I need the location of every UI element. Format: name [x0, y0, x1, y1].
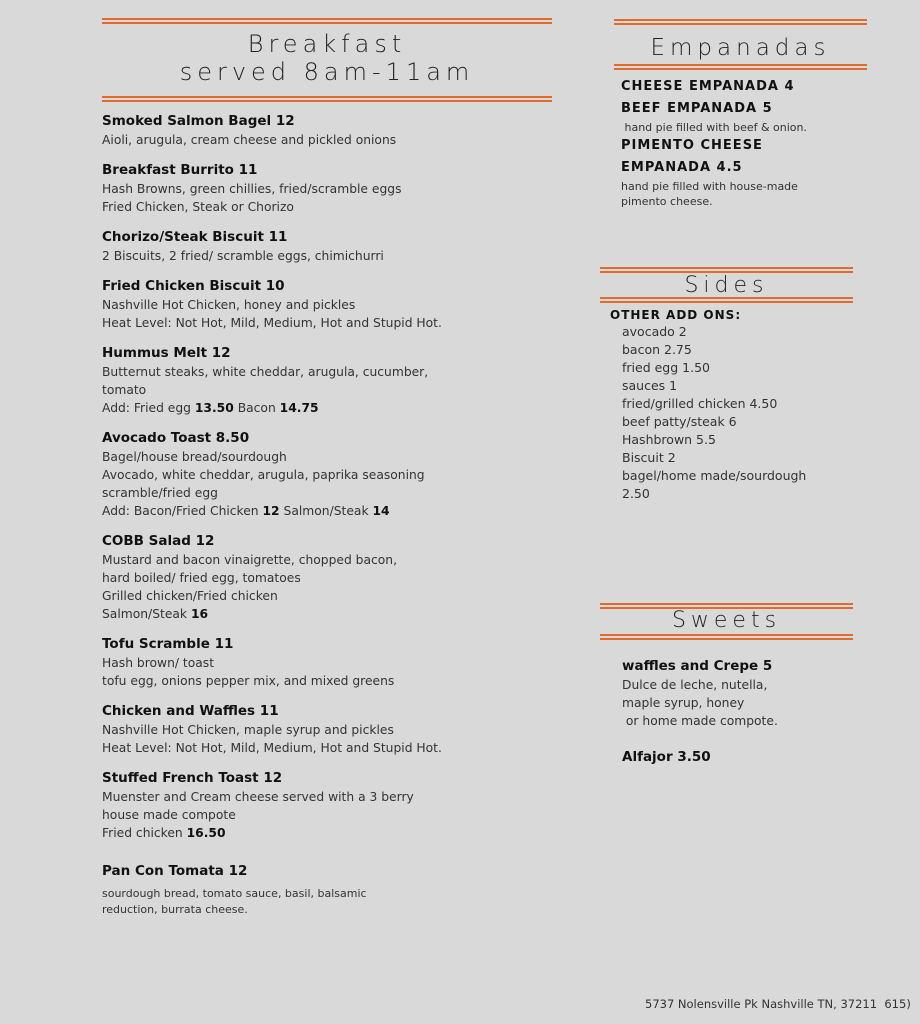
menu-item-name: Hummus Melt 12 — [102, 345, 231, 361]
menu-item — [102, 862, 562, 918]
menu-item-description — [102, 806, 562, 824]
menu-item-description — [102, 484, 562, 502]
side-item: bagel/home made/sourdough — [622, 468, 807, 483]
breakfast-top-rule — [102, 18, 552, 24]
menu-item-description — [102, 605, 562, 623]
description-text: Nashville Hot Chicken, maple syrup and pickles — [102, 723, 394, 737]
breakfast-title-line1: Breakfast — [247, 30, 407, 58]
sweet-item-name: waffles and Crepe 5 — [622, 658, 773, 674]
description-text: Fried Chicken, Steak or Chorizo — [102, 200, 294, 214]
menu-item-description — [102, 569, 562, 587]
menu-item-description — [102, 824, 562, 842]
price: 14.75 — [279, 401, 319, 415]
menu-item-description — [102, 587, 562, 605]
description-text: Fried chicken — [102, 826, 187, 840]
menu-item-description — [102, 180, 562, 198]
menu-item — [102, 161, 562, 216]
menu-item-description — [102, 131, 562, 149]
price: 12 — [262, 504, 280, 518]
description-text: Salmon/Steak — [102, 607, 191, 621]
empanada-description: hand pie filled with beef & onion. — [621, 121, 808, 134]
description-text: Aioli, arugula, cream cheese and pickled onions — [102, 133, 397, 147]
side-item: fried egg 1.50 — [622, 360, 710, 375]
menu-item-name: Tofu Scramble 11 — [102, 636, 234, 652]
description-text: scramble/fried egg — [102, 486, 218, 500]
menu-item-name: Stuffed French Toast 12 — [102, 770, 283, 786]
price: 14 — [372, 504, 390, 518]
description-text: sourdough bread, tomato sauce, basil, balsamic — [102, 887, 367, 900]
menu-item — [102, 635, 562, 690]
description-text: Add: Fried egg — [102, 401, 195, 415]
description-text: house made compote — [102, 808, 236, 822]
side-item: bacon 2.75 — [622, 342, 692, 357]
side-item: beef patty/steak 6 — [622, 414, 737, 429]
sides-title: Sides — [684, 273, 769, 298]
side-item: sauces 1 — [622, 378, 678, 393]
menu-item-description — [102, 381, 562, 399]
description-text: tofu egg, onions pepper mix, and mixed greens — [102, 674, 395, 688]
menu-item-description — [102, 902, 562, 918]
menu-item — [102, 769, 562, 842]
empanada-name: CHEESE EMPANADA 4 — [621, 79, 795, 94]
sides-items — [610, 323, 850, 503]
menu-item — [102, 112, 562, 149]
menu-item-description — [102, 739, 562, 757]
description-text: Grilled chicken/Fried chicken — [102, 589, 278, 603]
menu-item-description — [102, 247, 562, 265]
description-text: Avocado, white cheddar, arugula, paprika seasoning — [102, 468, 425, 482]
empanadas-bottom-rule — [614, 64, 867, 70]
menu-item — [102, 344, 562, 417]
sweets-list — [622, 657, 852, 785]
menu-item-name: Chorizo/Steak Biscuit 11 — [102, 229, 288, 245]
menu-item-description — [102, 502, 562, 520]
menu-item-description — [102, 721, 562, 739]
description-text: Hash brown/ toast — [102, 656, 215, 670]
address-footer: 5737 Nolensville Pk Nashville TN, 37211 615) — [645, 997, 911, 1011]
menu-item — [102, 277, 562, 332]
sweet-item-name: Alfajor 3.50 — [622, 749, 711, 765]
description-text: reduction, burrata cheese. — [102, 903, 248, 916]
menu-item-description — [102, 788, 562, 806]
sweets-title: Sweets — [671, 608, 782, 633]
menu-item — [102, 702, 562, 757]
side-item: Biscuit 2 — [622, 450, 676, 465]
side-item: 2.50 — [622, 486, 650, 501]
description-text: Bacon — [233, 401, 280, 415]
side-item: avocado 2 — [622, 324, 687, 339]
menu-item — [102, 228, 562, 265]
description-text: 2 Biscuits, 2 fried/ scramble eggs, chimichurri — [102, 249, 384, 263]
description-text: Nashville Hot Chicken, honey and pickles — [102, 298, 356, 312]
description-text: Butternut steaks, white cheddar, arugula, cucumber, — [102, 365, 429, 379]
empanada-description: hand pie filled with house-made — [621, 180, 798, 193]
sides-bottom-rule — [600, 297, 853, 303]
menu-item-description — [102, 198, 562, 216]
menu-item — [102, 429, 562, 520]
side-item: Hashbrown 5.5 — [622, 432, 716, 447]
menu-item-name: Smoked Salmon Bagel 12 — [102, 113, 295, 129]
menu-item-name: Pan Con Tomata 12 — [102, 863, 248, 879]
menu-item-name: Fried Chicken Biscuit 10 — [102, 278, 285, 294]
breakfast-title — [102, 30, 552, 86]
sweet-item-description: or home made compote. — [622, 714, 778, 728]
menu-item-description — [102, 399, 562, 417]
menu-item-description — [102, 654, 562, 672]
empanada-name: PIMENTO CHEESE — [621, 138, 763, 153]
empanadas-top-rule — [614, 19, 867, 25]
menu-item — [102, 532, 562, 623]
side-item: fried/grilled chicken 4.50 — [622, 396, 778, 411]
menu-item-description — [102, 466, 562, 484]
description-text: tomato — [102, 383, 147, 397]
menu-item-description — [102, 363, 562, 381]
menu-item-name: COBB Salad 12 — [102, 533, 215, 549]
menu-item-name: Chicken and Waffles 11 — [102, 703, 279, 719]
sweets-bottom-rule — [600, 634, 853, 640]
breakfast-title-line2: served 8am-11am — [179, 58, 475, 86]
empanadas-title: Empanadas — [650, 35, 831, 61]
menu-item-description — [102, 551, 562, 569]
menu-item-description — [102, 672, 562, 690]
menu-item-description — [102, 886, 562, 902]
empanadas-list — [621, 76, 861, 209]
sides-subtitle: OTHER ADD ONS: — [610, 308, 742, 322]
menu-item-description — [102, 296, 562, 314]
price: 13.50 — [194, 401, 234, 415]
empanada-name: BEEF EMPANADA 5 — [621, 101, 773, 116]
description-text: Mustard and bacon vinaigrette, chopped bacon, — [102, 553, 398, 567]
sweet-item — [622, 748, 852, 767]
empanada-name: EMPANADA 4.5 — [621, 160, 743, 175]
price: 16 — [190, 607, 209, 621]
description-text: Add: Bacon/Fried Chicken — [102, 504, 263, 518]
description-text: Hash Browns, green chillies, fried/scramble eggs — [102, 182, 402, 196]
sweet-item-description: maple syrup, honey — [622, 696, 745, 710]
breakfast-menu-list — [102, 112, 562, 930]
menu-item-name: Breakfast Burrito 11 — [102, 162, 258, 178]
menu-item-description — [102, 448, 562, 466]
price: 16.50 — [186, 826, 226, 840]
menu-item-description — [102, 314, 562, 332]
description-text: Muenster and Cream cheese served with a 3 berry — [102, 790, 414, 804]
description-text: Heat Level: Not Hot, Mild, Medium, Hot and Stupid Hot. — [102, 316, 442, 330]
sides-list — [610, 307, 850, 503]
sweet-item-description: Dulce de leche, nutella, — [622, 678, 768, 692]
description-text: Heat Level: Not Hot, Mild, Medium, Hot and Stupid Hot. — [102, 741, 442, 755]
breakfast-bottom-rule — [102, 96, 552, 102]
description-text: Salmon/Steak — [279, 504, 373, 518]
description-text: Bagel/house bread/sourdough — [102, 450, 287, 464]
sweet-item — [622, 657, 852, 730]
menu-item-name: Avocado Toast 8.50 — [102, 430, 250, 446]
description-text: hard boiled/ fried egg, tomatoes — [102, 571, 301, 585]
empanada-description: pimento cheese. — [621, 195, 713, 208]
